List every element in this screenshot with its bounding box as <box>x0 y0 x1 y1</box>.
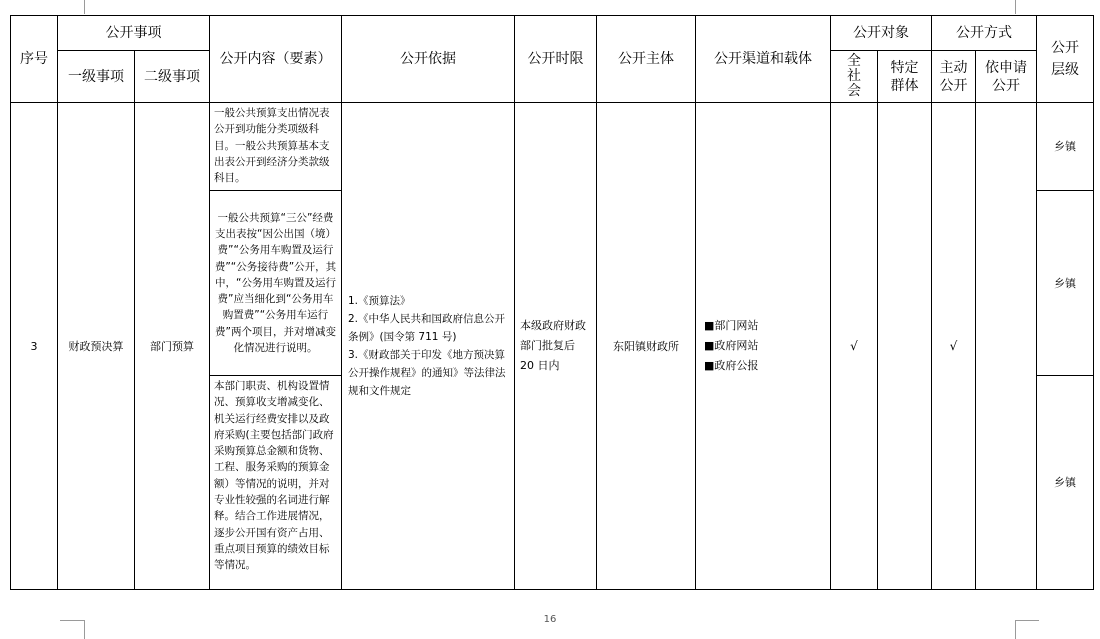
level-cell-3: 乡镇 <box>1037 376 1094 590</box>
basis-item-1: 1.《预算法》 <box>348 295 411 307</box>
header-mode-request <box>976 51 1037 103</box>
header-level <box>1037 16 1094 103</box>
channel-item-1: ■部门网站 <box>704 319 759 332</box>
row-level1: 财政预决算 <box>58 103 135 590</box>
header-target-specific-line2: 群体 <box>890 77 919 94</box>
disclosure-table <box>10 15 1094 590</box>
header-basis: 公开依据 <box>342 16 515 103</box>
basis-cell <box>342 103 515 590</box>
channels-cell <box>696 103 831 590</box>
header-content: 公开内容（要素） <box>210 16 342 103</box>
level-cell-1: 乡镇 <box>1037 103 1094 191</box>
header-subject: 公开主体 <box>597 16 696 103</box>
row-seq: 3 <box>11 103 58 590</box>
row-level2: 部门预算 <box>135 103 210 590</box>
mode-request-cell <box>976 103 1037 590</box>
header-level1: 一级事项 <box>58 51 135 103</box>
header-items-group: 公开事项 <box>58 16 210 51</box>
basis-item-2: 2.《中华人民共和国政府信息公开条例》(国令第 711 号) <box>348 313 506 343</box>
header-level2: 二级事项 <box>135 51 210 103</box>
header-level-line2: 层级 <box>1051 62 1079 78</box>
channel-item-2: ■政府网站 <box>704 339 759 352</box>
level-cell-2: 乡镇 <box>1037 191 1094 376</box>
content-item-3: 本部门职责、机构设置情况、预算收支增减变化、机关运行经费安排以及政府采购(主要包括部门政府采购预算总金额和货物、工程、服务采购的预算金额）等情况的说明，并对专业性较强的名词进行解释。结合工作进展情况，逐步公开国有资产占用、重点项目预算的绩效目标等情况。 <box>210 376 342 590</box>
mode-active-check: √ <box>932 103 976 590</box>
header-mode-request-line2: 公开 <box>992 77 1020 94</box>
crop-mark <box>84 0 85 14</box>
basis-item-3: 3.《财政部关于印发《地方预决算公开操作规程》的通知》等法律法规和文件规定 <box>348 349 506 397</box>
channel-item-3: ■政府公报 <box>704 359 759 372</box>
time-limit-cell: 本级政府财政部门批复后 20 日内 <box>515 103 597 590</box>
header-seq: 序号 <box>11 16 58 103</box>
header-target-all-text: 全社会 <box>847 53 861 99</box>
subject-cell: 东阳镇财政所 <box>597 103 696 590</box>
content-item-1: 一般公共预算支出情况表公开到功能分类项级科目。一般公共预算基本支出表公开到经济分类款级科目。 <box>210 103 342 191</box>
header-target-group: 公开对象 <box>831 16 932 51</box>
header-target-all <box>831 51 878 103</box>
header-time-limit: 公开时限 <box>515 16 597 103</box>
header-mode-active-line1: 主动 <box>939 59 968 76</box>
crop-mark <box>1015 0 1016 14</box>
header-target-specific-line1: 特定 <box>890 59 919 76</box>
page-number: 16 <box>543 614 557 625</box>
header-channel: 公开渠道和载体 <box>696 16 831 103</box>
header-mode-active <box>932 51 976 103</box>
content-item-2: 一般公共预算“三公”经费支出表按“因公出国（境）费”“公务用车购置及运行费”“公务接待费”公开，其中，“公务用车购置及运行费”应当细化到“公务用车购置费”“公务用车运行费”两个项目，并对增减变化情况进行说明。 <box>210 191 342 376</box>
header-mode-request-line1: 依申请 <box>985 59 1027 76</box>
header-level-line1: 公开 <box>1051 40 1079 56</box>
header-mode-group: 公开方式 <box>932 16 1037 51</box>
target-all-check: √ <box>831 103 878 590</box>
header-mode-active-line2: 公开 <box>939 77 968 94</box>
target-specific-cell <box>878 103 932 590</box>
header-target-specific <box>878 51 932 103</box>
